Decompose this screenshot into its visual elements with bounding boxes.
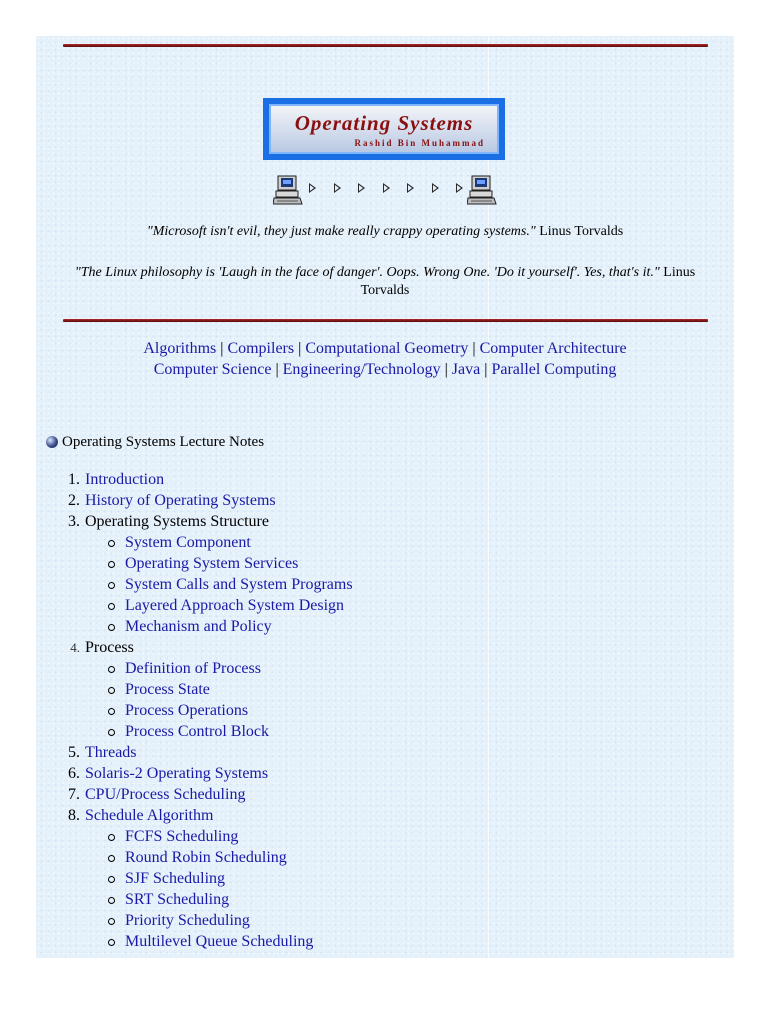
link-separator: |	[472, 340, 476, 357]
link-compilers[interactable]: Compilers	[227, 340, 295, 357]
link-engineering-technology[interactable]: Engineering/Technology	[282, 361, 441, 378]
arrow-right-icon	[358, 183, 365, 193]
link-parallel-computing[interactable]: Parallel Computing	[491, 361, 617, 378]
link-layered-approach[interactable]: Layered Approach System Design	[125, 597, 345, 614]
circle-bullet-icon	[108, 729, 115, 736]
link-priority-scheduling[interactable]: Priority Scheduling	[125, 912, 250, 929]
item-number: 4.	[70, 640, 80, 655]
link-separator: |	[444, 361, 448, 378]
link-algorithms[interactable]: Algorithms	[143, 340, 217, 357]
horizontal-rule-top	[63, 44, 708, 47]
circle-bullet-icon	[108, 918, 115, 925]
logo-banner	[269, 104, 499, 154]
link-process-operations[interactable]: Process Operations	[125, 702, 249, 719]
quote-2	[56, 264, 714, 300]
link-schedule-algorithm[interactable]: Schedule Algorithm	[85, 807, 214, 824]
quote-text: "Microsoft isn't evil, they just make really crappy operating systems."	[146, 224, 536, 239]
horizontal-rule-middle	[63, 319, 708, 322]
topic-links-row-2	[56, 359, 714, 380]
link-history-of-operating-systems[interactable]: History of Operating Systems	[85, 492, 276, 509]
circle-bullet-icon	[108, 708, 115, 715]
link-computational-geometry[interactable]: Computational Geometry	[305, 340, 469, 357]
circle-bullet-icon	[108, 939, 115, 946]
section-heading	[46, 433, 264, 451]
arrow-right-icon	[309, 183, 316, 193]
circle-bullet-icon	[108, 582, 115, 589]
arrow-sequence	[309, 183, 463, 193]
link-definition-of-process[interactable]: Definition of Process	[125, 660, 261, 677]
quote-1	[56, 223, 714, 241]
section-title: Operating Systems Lecture Notes	[62, 434, 265, 450]
quote-text: "The Linux philosophy is 'Laugh in the face of danger'. Oops. Wrong One. 'Do it yourself'. Yes, that's it."	[74, 265, 660, 280]
link-computer-architecture[interactable]: Computer Architecture	[479, 340, 627, 357]
link-mechanism-and-policy[interactable]: Mechanism and Policy	[125, 618, 272, 635]
computer-icon	[467, 174, 497, 206]
link-java[interactable]: Java	[451, 361, 481, 378]
circle-bullet-icon	[108, 876, 115, 883]
link-cpu-process-scheduling[interactable]: CPU/Process Scheduling	[85, 786, 246, 803]
link-separator: |	[220, 340, 224, 357]
arrow-right-icon	[456, 183, 463, 193]
link-multilevel-queue-scheduling[interactable]: Multilevel Queue Scheduling	[125, 933, 314, 950]
quote-author: Linus Torvalds	[360, 265, 696, 298]
circle-bullet-icon	[108, 855, 115, 862]
link-round-robin-scheduling[interactable]: Round Robin Scheduling	[125, 849, 287, 866]
link-system-calls[interactable]: System Calls and System Programs	[125, 576, 353, 593]
item-number: 2.	[68, 492, 80, 509]
link-solaris-2[interactable]: Solaris-2 Operating Systems	[85, 765, 269, 782]
item-number: 7.	[68, 786, 80, 803]
link-separator: |	[275, 361, 279, 378]
item-number: 6.	[68, 765, 80, 782]
item-number: 3.	[68, 513, 80, 530]
computer-arrow-strip	[273, 174, 499, 206]
site-logo	[263, 98, 505, 160]
circle-bullet-icon	[108, 834, 115, 841]
link-fcfs-scheduling[interactable]: FCFS Scheduling	[125, 828, 239, 845]
arrow-right-icon	[432, 183, 439, 193]
page-content	[36, 36, 734, 958]
link-separator: |	[298, 340, 302, 357]
link-system-component[interactable]: System Component	[125, 534, 251, 551]
item-number: 5.	[68, 744, 80, 761]
logo-title: Operating Systems	[294, 111, 474, 135]
circle-bullet-icon	[108, 561, 115, 568]
link-process-control-block[interactable]: Process Control Block	[125, 723, 269, 740]
computer-icon	[273, 174, 303, 206]
topic-links-row-1	[56, 338, 714, 359]
quote-author: Linus Torvalds	[539, 224, 624, 239]
sphere-bullet-icon	[46, 436, 58, 448]
circle-bullet-icon	[108, 897, 115, 904]
link-introduction[interactable]: Introduction	[85, 471, 165, 488]
circle-bullet-icon	[108, 540, 115, 547]
link-srt-scheduling[interactable]: SRT Scheduling	[125, 891, 230, 908]
link-sjf-scheduling[interactable]: SJF Scheduling	[125, 870, 226, 887]
link-separator: |	[484, 361, 488, 378]
item-number: 8.	[68, 807, 80, 824]
item-label-process: Process	[85, 639, 134, 656]
link-threads[interactable]: Threads	[85, 744, 137, 761]
arrow-right-icon	[383, 183, 390, 193]
circle-bullet-icon	[108, 666, 115, 673]
link-operating-system-services[interactable]: Operating System Services	[125, 555, 299, 572]
arrow-right-icon	[407, 183, 414, 193]
logo-subtitle: Rashid Bin Muhammad	[354, 138, 485, 148]
link-process-state[interactable]: Process State	[125, 681, 210, 698]
arrow-right-icon	[334, 183, 341, 193]
circle-bullet-icon	[108, 687, 115, 694]
link-computer-science[interactable]: Computer Science	[153, 361, 272, 378]
item-label-operating-systems-structure: Operating Systems Structure	[85, 513, 269, 530]
item-number: 1.	[68, 471, 80, 488]
circle-bullet-icon	[108, 603, 115, 610]
circle-bullet-icon	[108, 624, 115, 631]
